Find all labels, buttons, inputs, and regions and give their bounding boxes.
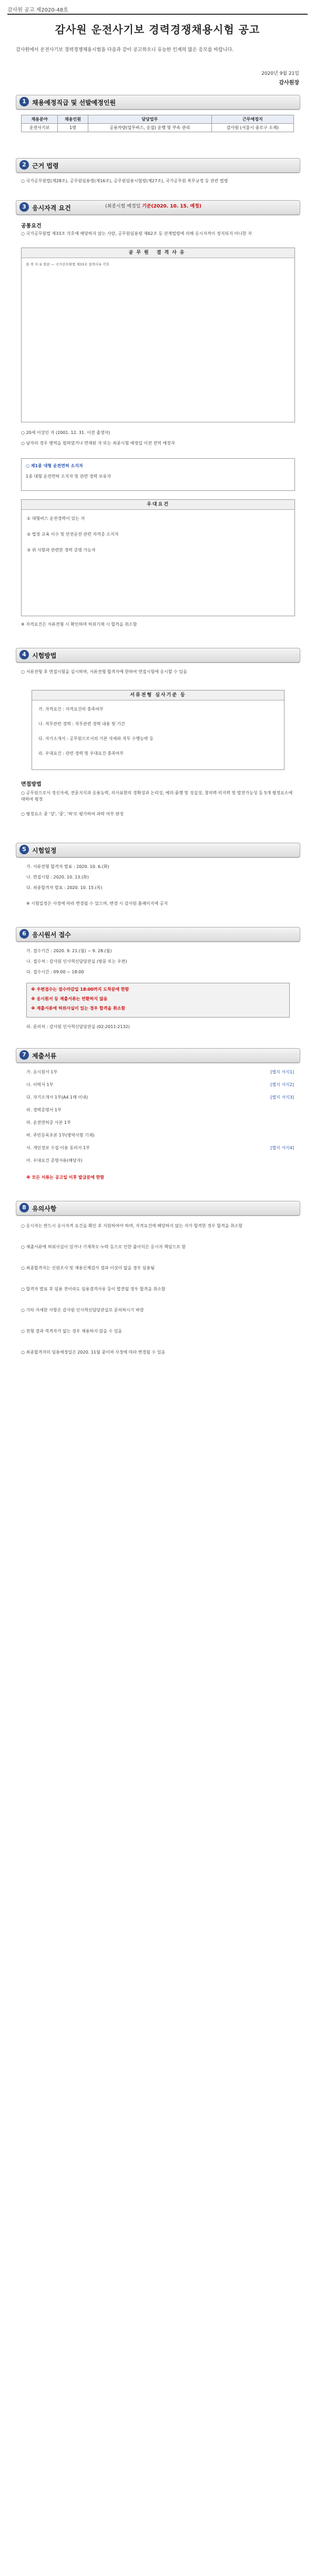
application-period: 가. 접수기간 : 2020. 9. 21.(월) ~ 9. 28.(월) [26,949,112,953]
application-hours: 다. 접수시간 : 09:00 ~ 18:00 [26,970,84,974]
table-header: 채용인원 [58,115,88,124]
screening-criteria-box [32,690,284,770]
document-item [26,1107,294,1113]
section-title: 응시자격 요건 [32,204,71,212]
caution-item: ○ 최종합격자는 신원조사 및 채용신체검사 결과 이상이 없을 경우 임용됨 [21,1266,155,1270]
qualification-note: ※ 자격요건은 서류전형 시 확인하며 허위기재 시 합격을 취소함 [21,622,137,627]
document-label: 나. 이력서 1부 [26,1082,54,1087]
schedule-item: 가. 서류전형 합격자 발표 : 2020. 10. 6.(화) [26,864,109,869]
section-number: 4 [19,650,29,659]
license-box [21,458,295,491]
criteria-item: 라. 우대요건 : 관련 경력 및 우대요건 충족여부 [38,751,124,756]
recruit-table [21,115,294,132]
criteria-item: 나. 직무관련 경력 : 직무관련 경력 내용 및 기간 [38,722,125,726]
document-item [26,1158,294,1164]
section-title: 유의사항 [32,1205,57,1212]
section-8-header [16,1201,300,1216]
document-label: 가. 응시원서 1부 [26,1070,58,1074]
caution-item: ○ 합격자 발표 후 임용 전이라도 임용결격사유 등이 발견될 경우 합격을 취소함 [21,1287,166,1291]
common-req-text: ○ 국가공무원법 제33조 각호에 해당하지 않는 사람, 공무원임용령 제62조 등 관계법령에 의해 응시자격이 정지되지 아니한 자 [21,231,252,236]
document-form-tag: [별지 서식3] [270,1095,294,1100]
interview-text: ○ 공무원으로서 정신자세, 전문지식과 응용능력, 의사표현의 정확성과 논리성, 예의·품행 및 성실성, 창의력·의지력 및 발전가능성 등 5개 평정요소에 대하여 평정 [21,791,293,802]
caution-item: ○ 최종합격자의 임용예정일은 2020. 11월 중이며 사정에 따라 변경될 수 있음 [21,1350,166,1355]
section-title: 응시원서 접수 [32,931,71,939]
priority-item: ② 법정 교육 이수 및 안전운전 관련 자격증 소지자 [27,532,119,537]
notice-org: 감사원장 [279,80,299,86]
section-5-header [16,843,300,857]
interview-title: 면접방법 [21,782,42,787]
law-text: ○ 국가공무원법(제28조), 공무원임용령(제16조), 공무원임용시험령(제27조), 국가공무원 복무규정 등 관련 법령 [21,179,228,183]
document-item [26,1069,294,1075]
caution-item: ○ 전형 결과 적격자가 없는 경우 채용하지 않을 수 있음 [21,1329,123,1334]
table-header: 근무예정지 [211,115,293,124]
common-req-title: 공통요건 [21,223,42,229]
table-header: 채용분야 [22,115,58,124]
application-note: ※ 제출서류에 허위사실이 있는 경우 합격을 취소함 [31,1006,126,1011]
schedule-item: 나. 면접시험 : 2020. 10. 13.(화) [26,875,89,880]
document-form-tag: [별지 서식2] [270,1082,294,1087]
table-cell: 1명 [58,124,88,132]
document-item [26,1132,294,1139]
section-number: 1 [19,97,29,106]
caution-item: ○ 기타 자세한 사항은 감사원 인사혁신담당관실로 문의하시기 바람 [21,1308,144,1312]
document-label: 바. 주민등록초본 1부(병역사항 기재) [26,1133,95,1138]
top-divider [7,14,308,15]
section-4-header [16,648,300,663]
section-number: 7 [19,1050,29,1060]
screening-criteria-title: 서류전형 심사기준 등 [32,690,284,700]
document-item [26,1120,294,1126]
intro-text: 감사원에서 운전사기보 경력경쟁채용시험을 다음과 같이 공고하오니 유능한 인재의 많은 응모를 바랍니다. [16,47,234,53]
basis-label: (최종시험 예정일 [105,204,141,209]
basis-date: 기준(2020. 10. 15. 예정) [142,204,201,209]
document-form-tag: [별지 서식1] [270,1070,294,1074]
caution-item: ○ 응시자는 반드시 응시자격 요건을 확인 후 지원하여야 하며, 자격요건에 해당하지 않는 자가 합격한 경우 합격을 취소함 [21,1223,243,1228]
criteria-item: 가. 자격요건 : 자격요건의 충족여부 [38,707,104,712]
license-text: 1종 대형 운전면허 소지자 및 관련 경력 보유자 [26,474,111,479]
table-cell: 운전사기보 [22,124,58,132]
document-label: 다. 자기소개서 1부(A4 1매 이내) [26,1095,88,1100]
section-2-header [16,158,300,173]
box-header: 공무원 결격사유 [22,248,294,258]
section-number: 3 [19,202,29,212]
section-6-header [16,927,300,942]
notice-date: 2020년 9월 21일 [261,71,299,76]
section-1-header [16,95,300,110]
document-label: 라. 경력증명서 1부 [26,1108,62,1112]
section-7-header [16,1048,300,1063]
interview-scoring: ○ 평정요소 중 '상', '중', '하'로 평가하여 과락 여부 판정 [21,812,124,816]
section-number: 2 [19,160,29,170]
priority-title: 우대요건 [22,500,294,510]
license-title: ○ 제1종 대형 운전면허 소지자 [26,463,83,468]
documents-note: ※ 모든 서류는 공고일 이후 발급분에 한함 [26,1175,105,1180]
schedule-note: ※ 시험일정은 사정에 따라 변경될 수 있으며, 변경 시 감사원 홈페이지에 공지 [26,901,168,906]
priority-item: ① 대형버스 운전경력이 있는 자 [27,516,85,521]
document-item [26,1082,294,1088]
table-header: 담당업무 [88,115,211,124]
section-title: 시험방법 [32,652,57,659]
document-label: 아. 우대요건 증명서류(해당자) [26,1158,83,1163]
priority-item: ③ 위 사항과 관련한 경력 증명 가능자 [27,548,96,552]
disqualification-box [21,248,295,422]
section-number: 5 [19,845,29,854]
document-item [26,1094,294,1101]
section-number: 8 [19,1203,29,1212]
contact-info: 라. 문의처 : 감사원 인사혁신담당관실 (02-2011-2132) [26,1024,130,1029]
criteria-item: 다. 자기소개서 : 공무원으로서의 기본 자세와 직무 수행능력 등 [38,736,154,741]
exam-method-desc: ○ 서류전형 후 면접시험을 실시하며, 서류전형 합격자에 한하여 면접시험에 응시할 수 있음 [21,669,187,674]
table-cell: 공용차량(업무버스, 응접) 운행 및 부속 관리 [88,124,211,132]
application-note: ※ 응시원서 등 제출서류는 반환하지 않음 [31,996,108,1001]
section-title: 제출서류 [32,1052,57,1060]
application-note: ※ 우편접수는 접수마감일 18:00까지 도착분에 한함 [31,987,129,992]
military-requirement: ○ 남자의 경우 병역을 필하였거나 면제된 자 또는 최종시험 예정일 이전 전역 예정자 [21,441,175,446]
document-label: 사. 개인정보 수집·이용 동의서 1부 [26,1146,90,1150]
disqualification-text: 결 격 사 유 원문 — 국가공무원법 제33조 결격사유 각호 [26,262,109,267]
document-item [26,1145,294,1151]
schedule-item: 다. 최종합격자 발표 : 2020. 10. 15.(목) [26,885,103,890]
priority-box [21,499,295,616]
application-notes-box [26,983,290,1018]
application-method: 나. 접수처 : 감사원 인사혁신담당관실 (방문 또는 우편) [26,959,127,964]
document-form-tag: [별지 서식4] [270,1146,294,1150]
page-title: 감사원 운전사기보 경력경쟁채용시험 공고 [55,23,260,36]
caution-item: ○ 제출서류에 허위사실이 있거나 기재착오·누락 등으로 인한 불이익은 응시자 책임으로 함 [21,1245,186,1249]
section-number: 6 [19,929,29,939]
document-label: 마. 운전면허증 사본 1부 [26,1120,71,1125]
table-cell: 감사원 (서울시 종로구 소재) [211,124,293,132]
notice-number: 감사원 공고 제2020-48호 [7,7,68,13]
section-title: 근거 법령 [32,162,59,170]
section-title: 채용예정직급 및 선발예정인원 [32,99,116,106]
age-requirement: ○ 20세 이상인 자 (2001. 12. 31. 이전 출생자) [21,430,110,435]
section-title: 시험일정 [32,847,57,854]
